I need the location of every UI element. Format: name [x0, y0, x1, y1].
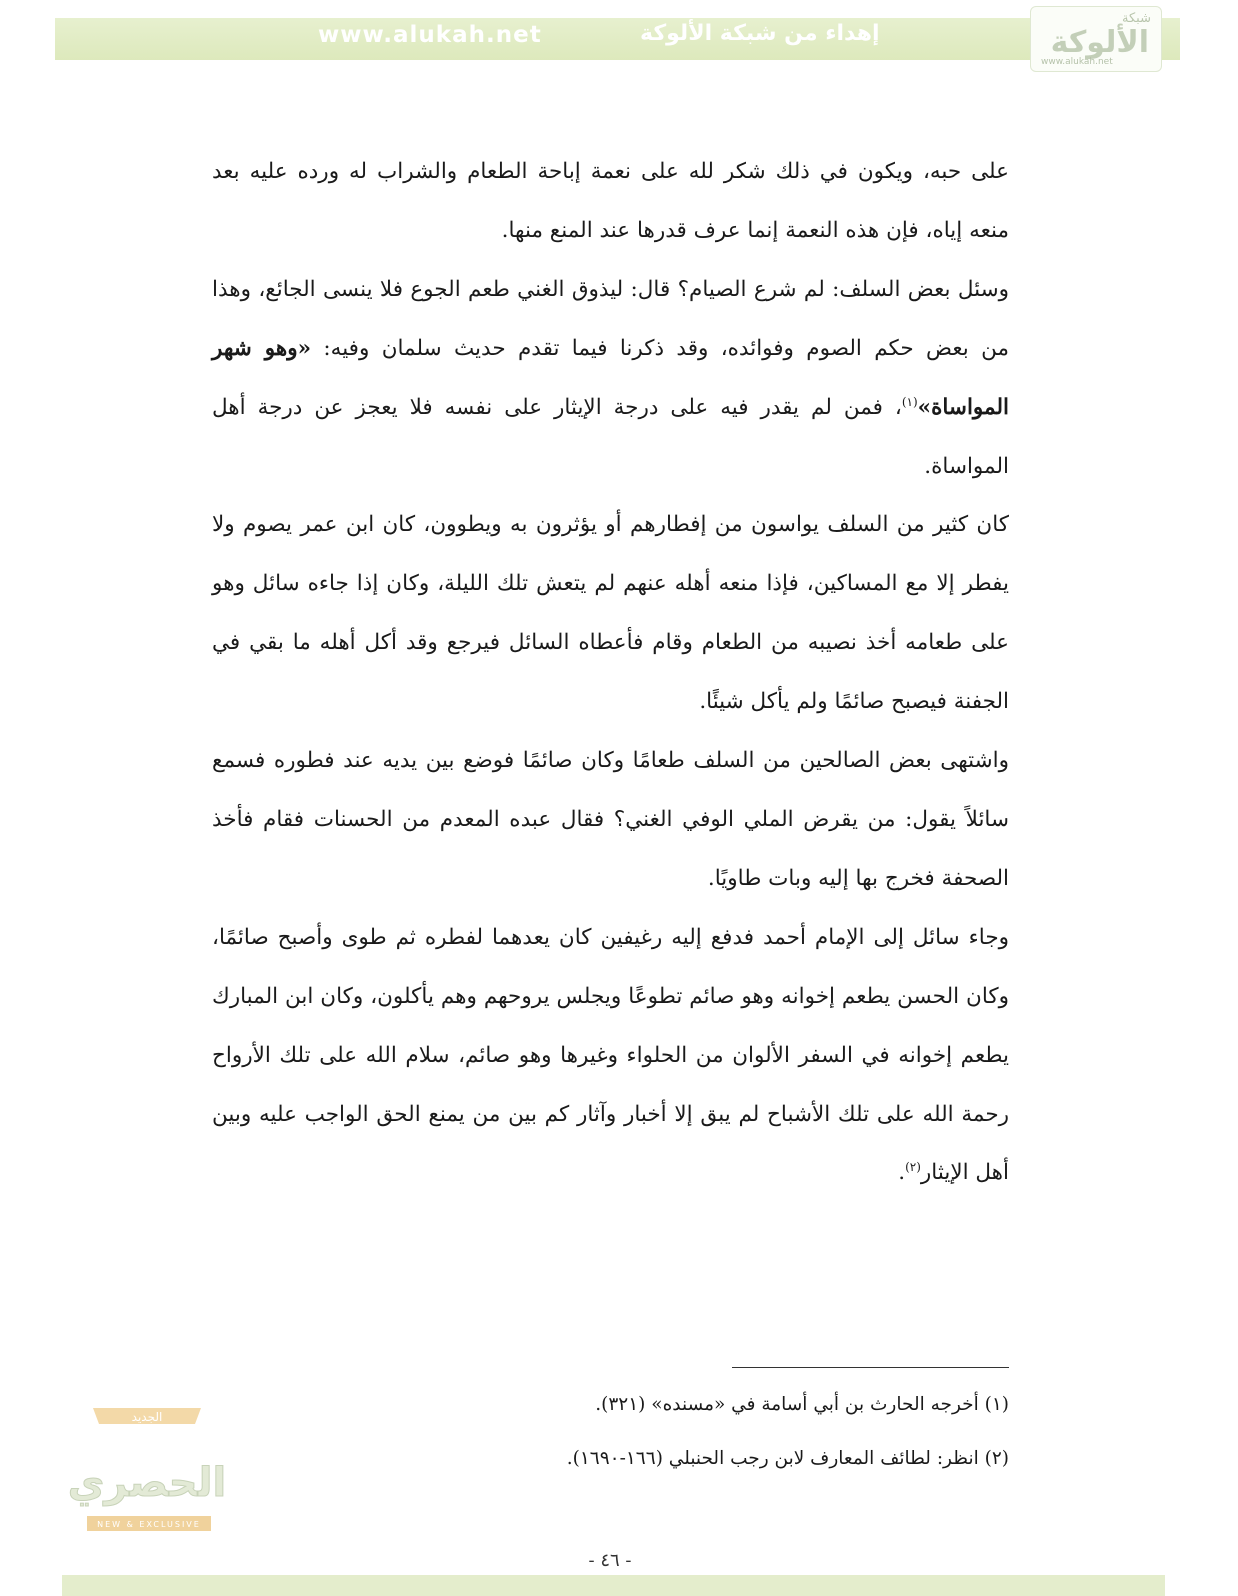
footnote-separator: [732, 1367, 1009, 1368]
new-exclusive-stamp: [67, 1400, 227, 1535]
hadith-quote: «وهو شهر المواساة»: [212, 335, 1009, 420]
paragraph-text: فمن لم يقدر فيه على درجة الإيثار على نفسه فلا يعجز عن درجة أهل المواساة.: [212, 394, 1009, 479]
footnote-2: (٢) انظر: لطائف المعارف لابن رجب الحنبلي (١٦٦-١٦٩٠).: [566, 1448, 1009, 1469]
header-band: [55, 18, 1180, 60]
footnote-ref-1: (١): [901, 394, 918, 409]
logo-site-text: www.alukah.net: [1041, 57, 1113, 67]
footnotes: [430, 1385, 1009, 1493]
paragraph: وجاء سائل إلى الإمام أحمد فدفع إليه رغيفين كان يعدهما لفطره ثم طوى وأصبح صائمًا، وكان الحسن يطعم إخوانه وهو صائم تطوعًا ويجلس يروحهم وهم يأكلون، وكان ابن المبارك يطعم إخوانه في السفر الألوان من الحلواء وغيرها وهو صائم، سلام الله على تلك الأرواح رحمة الله على تلك الأشباح لم يبق إلا أخبار وآثار كم بين من يمنع الحق الواجب عليه وبين أهل الإيثار$^{(٢)}$.: [212, 924, 1009, 1186]
footnote-1: (١) أخرجه الحارث بن أبي أسامة في «مسنده» (٣٢١).: [595, 1394, 1009, 1415]
footer-band: [62, 1575, 1165, 1596]
stamp-main-text: الحصري: [67, 1460, 227, 1506]
footnote-ref-2: (٢): [905, 1160, 921, 1175]
page-number: - ٤٦ -: [588, 1550, 632, 1571]
main-text: [212, 143, 1009, 1203]
stamp-top-text: الجديد: [131, 1410, 163, 1424]
paragraph: على حبه، ويكون في ذلك شكر لله على نعمة إباحة الطعام والشراب له ورده عليه بعد منعه إياه، فإن هذه النعمة إنما عرف قدرها عند المنع منها.: [212, 159, 1009, 243]
paragraph: كان كثير من السلف يواسون من إفطارهم أو يؤثرون به ويطوون، كان ابن عمر يصوم ولا يفطر إلا مع المساكين، فإذا منعه أهله عنهم لم يتعش تلك الليلة، وكان إذا جاءه سائل وهو على طعامه أخذ نصيبه من الطعام وقام فأعطاه السائل فيرجع وقد أكل أهله ما بقي في الجفنة فيصبح صائمًا ولم يأكل شيئًا.: [212, 512, 1009, 715]
website-url: www.alukah.net: [318, 22, 542, 48]
alukah-logo: [1030, 6, 1162, 72]
paragraph: وسئل بعض السلف: لم شرع الصيام؟ قال: ليذوق الغني طعم الجوع فلا ينسى الجائع، وهذا من بعض حكم الصوم وفوائده، وقد ذكرنا فيما تقدم حديث سلمان وفيه: «وهو شهر المواساة»$^{(١)}$، فمن لم يقدر فيه على درجة الإيثار على نفسه فلا يعجز عن درجة أهل المواساة.: [212, 276, 1009, 479]
stamp-bottom-text: NEW & EXCLUSIVE: [97, 1520, 201, 1529]
paragraph-text: وسئل بعض السلف: لم شرع الصيام؟ قال: ليذوق الغني طعم الجوع فلا ينسى الجائع، وهذا من بعض حكم الصوم وفوائده، وقد ذكرنا فيما تقدم حديث سلمان وفيه:: [212, 276, 1009, 361]
header-gift-text: إهداء من شبكة الألوكة: [640, 21, 880, 46]
paragraph-text: وجاء سائل إلى الإمام أحمد فدفع إليه رغيفين كان يعدهما لفطره ثم طوى وأصبح صائمًا، وكان الحسن يطعم إخوانه وهو صائم تطوعًا ويجلس يروحهم وهم يأكلون، وكان ابن المبارك يطعم إخوانه في السفر الألوان من الحلواء وغيرها وهو صائم، سلام الله على تلك الأرواح رحمة الله على تلك الأشباح لم يبق إلا أخبار وآثار كم بين من يمنع الحق الواجب عليه وبين أهل الإيثار: [212, 924, 1009, 1186]
logo-main-text: الألوكة: [1050, 25, 1149, 60]
logo-small-text: شبكة: [1122, 11, 1151, 26]
paragraph: واشتهى بعض الصالحين من السلف طعامًا وكان صائمًا فوضع بين يديه عند فطوره فسمع سائلاً يقول: من يقرض الملي الوفي الغني؟ فقال عبده المعدم من الحسنات فقام فأخذ الصحفة فخرج بها إليه وبات طاويًا.: [212, 748, 1009, 891]
